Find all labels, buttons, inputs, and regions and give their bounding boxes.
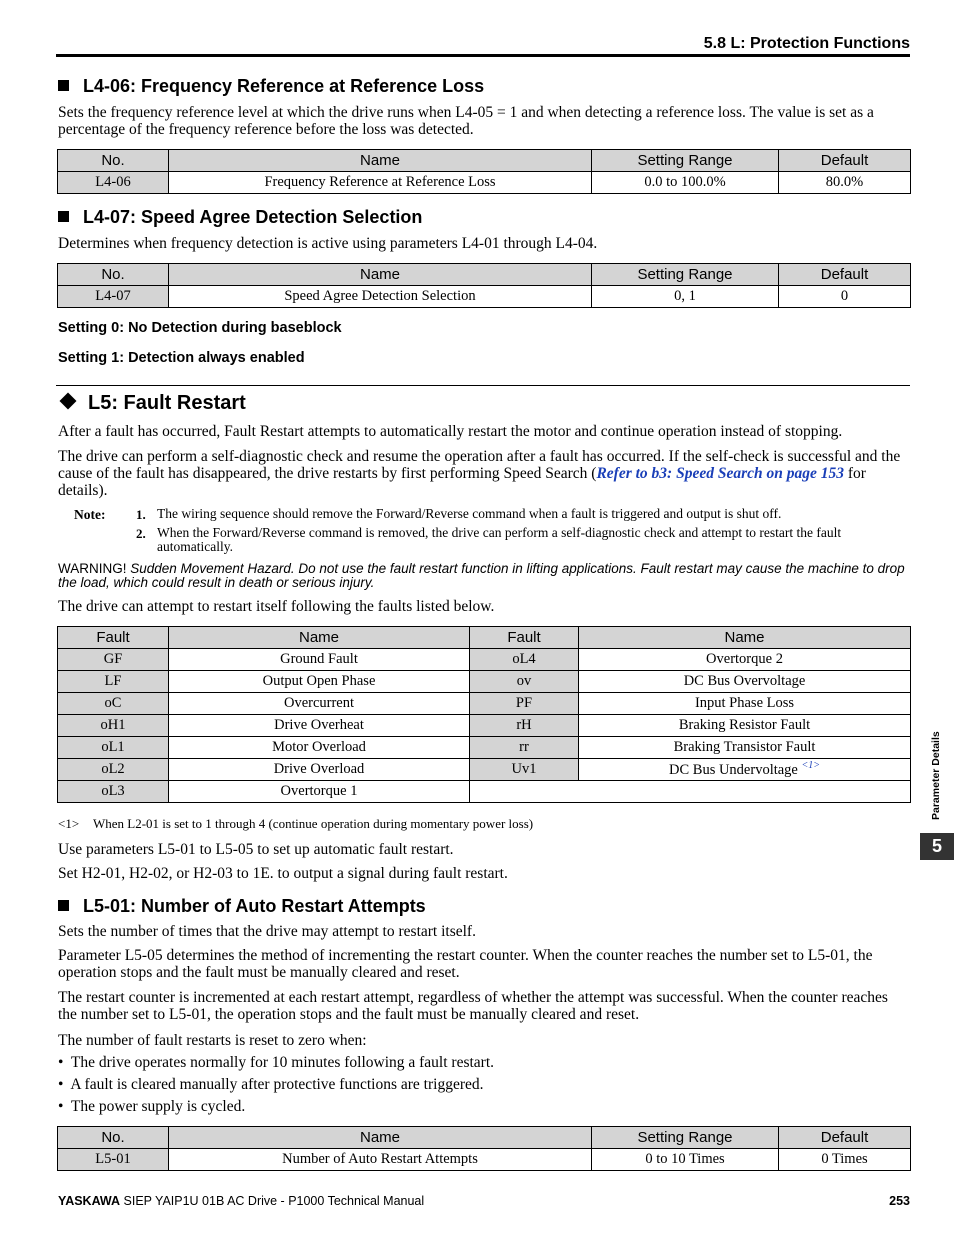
header-section-title: 5.8 L: Protection Functions — [703, 35, 910, 52]
setting-heading: Setting 0: No Detection during baseblock — [58, 320, 342, 336]
table-cell: Output Open Phase — [169, 671, 470, 693]
table-header-row — [58, 264, 911, 286]
table-cell: 0 Times — [779, 1149, 911, 1171]
paragraph: Determines when frequency detection is active using parameters L4-01 through L4-04. — [58, 235, 598, 252]
warning-text: Sudden Movement Hazard. Do not use the fault restart function in lifting applications. Fault restart may cause the machine to drop the load, which could result in death or serious injury. — [58, 561, 905, 590]
list-item-text: The power supply is cycled. — [70, 1098, 246, 1115]
list-item: • The power supply is cycled. — [58, 1098, 246, 1115]
paragraph — [58, 448, 910, 499]
table-cell: GF — [58, 649, 169, 671]
table-cell: L4-06 — [58, 172, 169, 194]
paragraph: Sets the number of times that the drive may attempt to restart itself. — [58, 923, 476, 940]
table-cell: oC — [58, 693, 169, 715]
table-cell: Overcurrent — [169, 693, 470, 715]
column-header: Name — [169, 1127, 592, 1149]
warning-label: WARNING! — [58, 561, 127, 576]
table-row — [58, 172, 911, 194]
column-header: Fault — [470, 627, 579, 649]
table-cell: oL3 — [58, 781, 169, 803]
table-row — [58, 1149, 911, 1171]
column-header: Setting Range — [592, 1127, 779, 1149]
list-item: • The drive operates normally for 10 minutes following a fault restart. — [58, 1054, 495, 1071]
table-cell: Uv1 — [470, 759, 579, 781]
column-header: Name — [169, 150, 592, 172]
column-header: Name — [169, 627, 470, 649]
column-header: Name — [169, 264, 592, 286]
table-cell: 80.0% — [779, 172, 911, 194]
table-cell: oL4 — [470, 649, 579, 671]
table-row — [58, 649, 911, 671]
table-cell: Overtorque 2 — [579, 649, 911, 671]
table-cell: oH1 — [58, 715, 169, 737]
column-header: Fault — [58, 627, 169, 649]
table-row — [58, 781, 911, 803]
table-cell: oL2 — [58, 759, 169, 781]
table-cell: DC Bus Overvoltage — [579, 671, 911, 693]
square-bullet-icon — [58, 211, 69, 222]
table-cell: rH — [470, 715, 579, 737]
column-header: Name — [579, 627, 911, 649]
table-row — [58, 737, 911, 759]
parameter-table-l4-07 — [57, 263, 911, 308]
table-cell: ov — [470, 671, 579, 693]
section-heading-l5-01 — [58, 896, 426, 917]
column-header: No. — [58, 264, 169, 286]
table-row — [58, 286, 911, 308]
table-cell: Braking Resistor Fault — [579, 715, 911, 737]
paragraph: Sets the frequency reference level at which the drive runs when L4-05 = 1 and when detecting a reference loss. The value is set as a percentage of the frequency reference before the loss was detected. — [58, 104, 874, 138]
footer-manual-title — [58, 1194, 424, 1208]
table-cell: Drive Overheat — [169, 715, 470, 737]
column-header: No. — [58, 150, 169, 172]
paragraph: Use parameters L5-01 to L5-05 to set up automatic fault restart. — [58, 841, 454, 858]
setting-heading: Setting 1: Detection always enabled — [58, 350, 305, 366]
paragraph: The drive can attempt to restart itself following the faults listed below. — [58, 598, 495, 615]
section-title-l5 — [58, 392, 246, 415]
list-item: • A fault is cleared manually after protective functions are triggered. — [58, 1076, 484, 1093]
table-cell: oL1 — [58, 737, 169, 759]
table-row — [58, 715, 911, 737]
section-heading-l4-07 — [58, 207, 422, 228]
footer-brand: YASKAWA — [58, 1194, 121, 1208]
table-cell: Motor Overload — [169, 737, 470, 759]
header-rule — [56, 54, 910, 57]
footnote-text: When L2-01 is set to 1 through 4 (continue operation during momentary power loss) — [93, 816, 534, 831]
paragraph: The number of fault restarts is reset to zero when: — [58, 1032, 367, 1049]
table-row — [58, 671, 911, 693]
table-cell: LF — [58, 671, 169, 693]
column-header: Default — [779, 264, 911, 286]
table-cell: Overtorque 1 — [169, 781, 470, 803]
speed-search-link[interactable]: Refer to b3: Speed Search on page 153 — [596, 465, 844, 482]
paragraph: After a fault has occurred, Fault Restart attempts to automatically restart the motor and continue operation instead of stopping. — [58, 423, 843, 440]
paragraph: The restart counter is incremented at each restart attempt, regardless of whether the attempt was successful. When the counter reaches the number set to L5-01, the operation stops and the fault must be manually cleared and reset. — [58, 989, 888, 1023]
table-cell: rr — [470, 737, 579, 759]
page-number: 253 — [889, 1194, 910, 1208]
table-header-row — [58, 1127, 911, 1149]
heading-text: L4-06: Frequency Reference at Reference Loss — [83, 76, 485, 96]
chapter-tab: 5 — [920, 833, 954, 860]
empty-cell — [470, 781, 911, 803]
parameter-table-l5-01 — [57, 1126, 911, 1171]
table-row — [58, 693, 911, 715]
note-text: The wiring sequence should remove the Forward/Reverse command when a fault is triggered and output is shut off. — [157, 506, 782, 521]
chapter-side-label: Parameter Details — [930, 731, 942, 820]
table-cell: Speed Agree Detection Selection — [169, 286, 592, 308]
column-header: Default — [779, 1127, 911, 1149]
section-heading-l4-06 — [58, 76, 484, 97]
square-bullet-icon — [58, 900, 69, 911]
diamond-icon — [60, 393, 77, 410]
table-cell: Braking Transistor Fault — [579, 737, 911, 759]
table-header-row — [58, 627, 911, 649]
footer-doc: SIEP YAIP1U 01B AC Drive - P1000 Technical Manual — [120, 1194, 425, 1208]
section-rule — [56, 385, 910, 386]
table-cell: L4-07 — [58, 286, 169, 308]
heading-text: L4-07: Speed Agree Detection Selection — [83, 207, 423, 227]
footnote-ref-link[interactable]: <1> — [801, 760, 820, 772]
table-cell: Number of Auto Restart Attempts — [169, 1149, 592, 1171]
fault-restart-table — [57, 626, 911, 803]
warning-block — [58, 562, 910, 590]
table-cell: 0.0 to 100.0% — [592, 172, 779, 194]
paragraph: Set H2-01, H2-02, or H2-03 to 1E. to output a signal during fault restart. — [58, 865, 508, 882]
table-cell: Input Phase Loss — [579, 693, 911, 715]
cell-text: DC Bus Undervoltage — [669, 761, 798, 778]
table-cell: 0 — [779, 286, 911, 308]
parameter-table-l4-06 — [57, 149, 911, 194]
table-cell: Frequency Reference at Reference Loss — [169, 172, 592, 194]
table-cell: Drive Overload — [169, 759, 470, 781]
heading-text: L5-01: Number of Auto Restart Attempts — [83, 896, 426, 916]
square-bullet-icon — [58, 80, 69, 91]
list-item-text: A fault is cleared manually after protective functions are triggered. — [70, 1076, 484, 1093]
title-text: L5: Fault Restart — [88, 392, 246, 414]
table-cell: Ground Fault — [169, 649, 470, 671]
table-cell: L5-01 — [58, 1149, 169, 1171]
column-header: Setting Range — [592, 264, 779, 286]
paragraph-text: The drive can perform a self-diagnostic check and resume the operation after a fault has occurred. If the self-check is successful and the cause of the fault has disappeared, the drive restarts by first performing Speed Search ( — [58, 448, 901, 482]
table-cell: 0 to 10 Times — [592, 1149, 779, 1171]
footnote-marker: <1> — [58, 816, 80, 831]
column-header: Setting Range — [592, 150, 779, 172]
column-header: No. — [58, 1127, 169, 1149]
table-header-row — [58, 150, 911, 172]
table-row — [58, 759, 911, 781]
table-cell — [579, 759, 911, 781]
paragraph-text: for details). — [58, 465, 866, 499]
column-header: Default — [779, 150, 911, 172]
list-item-text: The drive operates normally for 10 minutes following a fault restart. — [70, 1054, 495, 1071]
note-number: 1. — [136, 507, 146, 522]
table-cell: 0, 1 — [592, 286, 779, 308]
note-text: When the Forward/Reverse command is removed, the drive can perform a self-diagnostic check and attempt to restart the fault automatically. — [157, 525, 842, 554]
table-cell: PF — [470, 693, 579, 715]
note-label: Note: — [74, 507, 106, 522]
note-number: 2. — [136, 526, 146, 541]
paragraph: Parameter L5-05 determines the method of incrementing the restart counter. When the counter reaches the number set to L5-01, the operation stops and the fault must be manually cleared and reset. — [58, 947, 873, 981]
